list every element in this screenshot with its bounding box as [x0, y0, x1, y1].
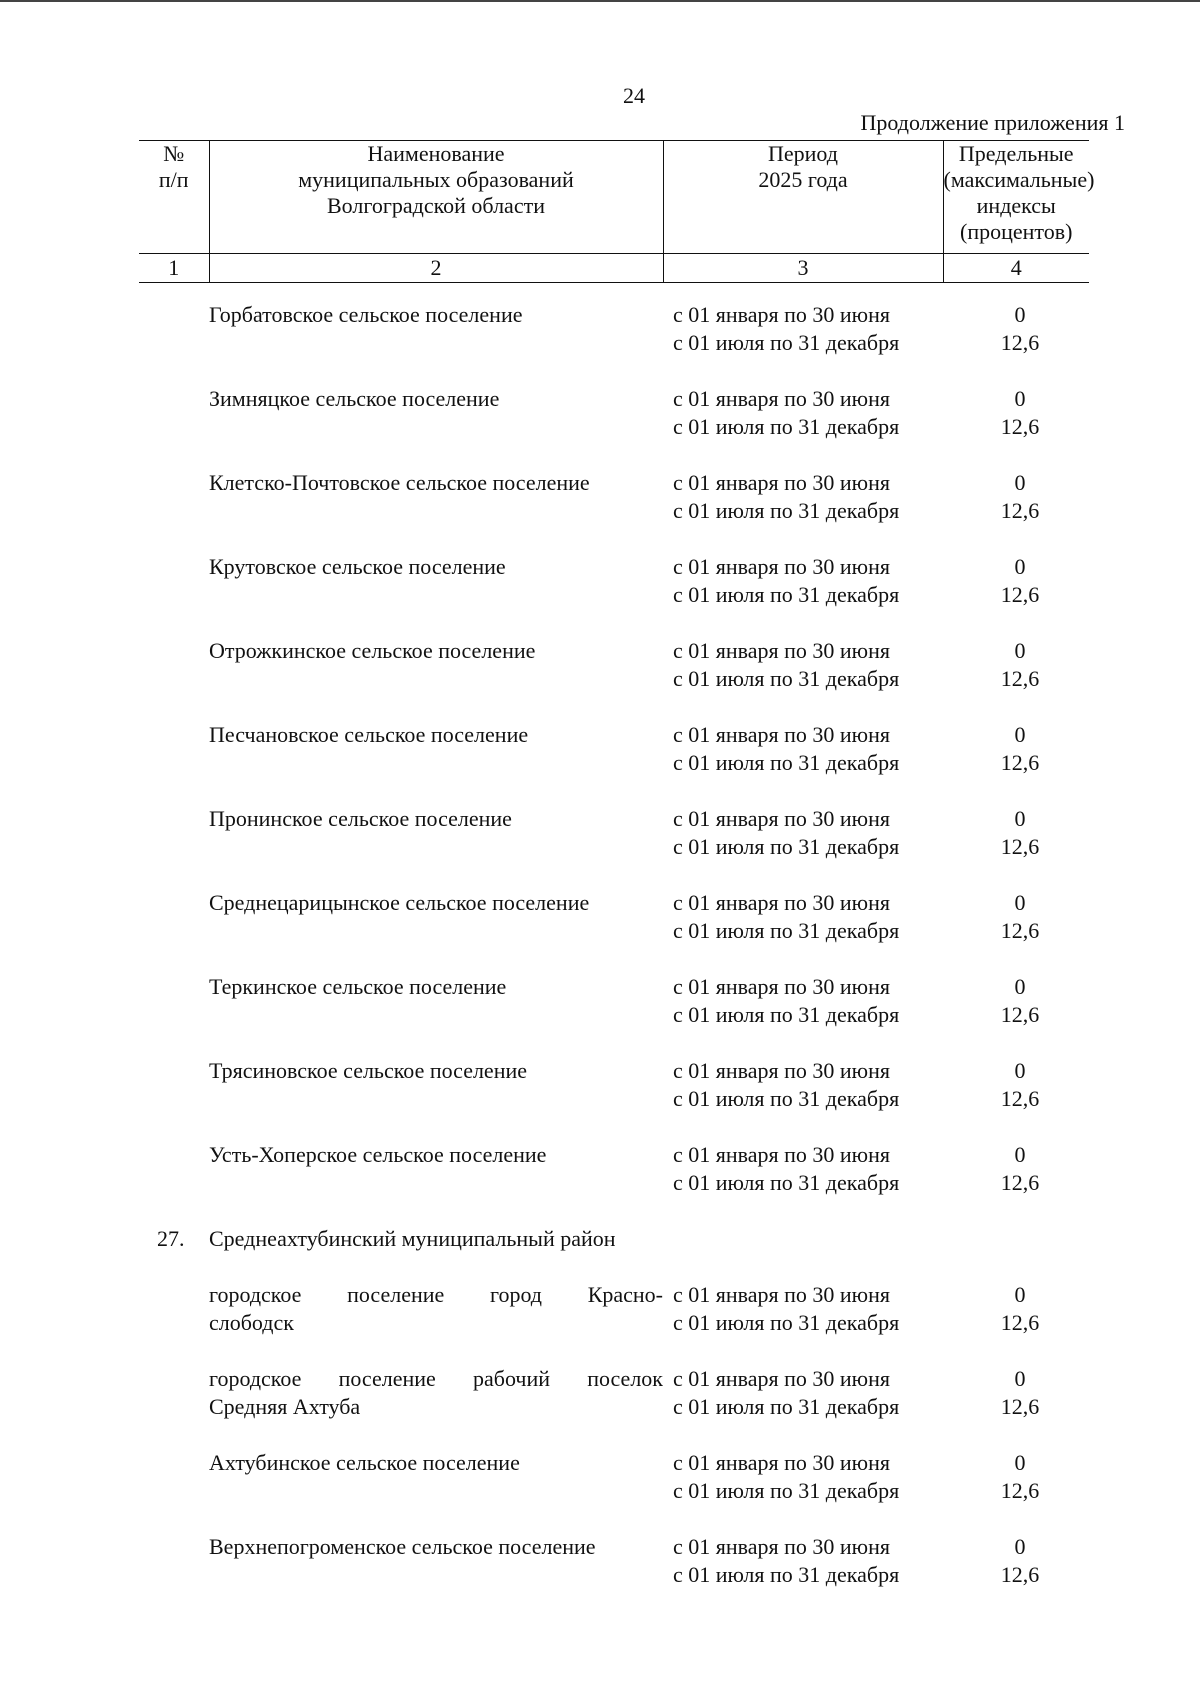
index-value: 0: [1014, 1142, 1026, 1167]
period-line: с 01 июля по 31 декабря: [673, 1562, 900, 1587]
period-cell: [663, 637, 943, 693]
municipality-name: Отрожкинское сельское поселение: [209, 638, 536, 663]
index-value: 0: [1014, 1366, 1026, 1391]
row-number: [139, 1365, 209, 1421]
index-value-cell: [943, 1057, 1089, 1113]
index-value-cell: [943, 283, 1089, 358]
table-row: [139, 1281, 1089, 1337]
period-cell: [663, 721, 943, 777]
row-number: [139, 1533, 209, 1589]
municipality-name: Трясиновское сельское поселение: [209, 1058, 528, 1083]
municipality-name: Усть-Хоперское сельское поселение: [209, 1142, 547, 1167]
column-number-row: [139, 254, 1089, 283]
period-line: с 01 января по 30 июня: [673, 1142, 891, 1167]
index-value: 12,6: [1000, 750, 1040, 775]
table-row: [139, 973, 1089, 1029]
table-row: [139, 283, 1089, 358]
index-value-cell: [943, 805, 1089, 861]
row-number: [139, 469, 209, 525]
table-row: [139, 1365, 1089, 1421]
index-value: 12,6: [1000, 918, 1040, 943]
index-value: 12,6: [1000, 834, 1040, 859]
index-value: 0: [1014, 1058, 1026, 1083]
row-spacer: [139, 693, 1089, 721]
municipality-name: [209, 1281, 663, 1337]
period-line: с 01 июля по 31 декабря: [673, 750, 900, 775]
period-line: с 01 июля по 31 декабря: [673, 330, 900, 355]
index-value: 0: [1014, 638, 1026, 663]
municipality-name: Песчановское сельское поселение: [209, 722, 529, 747]
period-cell: [663, 283, 943, 358]
header-municipality-name: Наименование муниципальных образований Волгоградской области: [209, 141, 663, 254]
index-value: 12,6: [1000, 1002, 1040, 1027]
municipality-name: Пронинское сельское поселение: [209, 806, 512, 831]
row-spacer: [139, 441, 1089, 469]
index-value: 12,6: [1000, 330, 1040, 355]
index-value-cell: [943, 385, 1089, 441]
index-value: 12,6: [1000, 1170, 1040, 1195]
period-line: с 01 июля по 31 декабря: [673, 1086, 900, 1111]
period-cell: [663, 1281, 943, 1337]
period-cell: [663, 889, 943, 945]
table-row: [139, 1533, 1089, 1589]
row-spacer: [139, 609, 1089, 637]
row-number: [139, 283, 209, 358]
period-cell: [663, 1365, 943, 1421]
period-line: с 01 января по 30 июня: [673, 638, 891, 663]
period-line: с 01 января по 30 июня: [673, 1366, 891, 1391]
index-value: 12,6: [1000, 414, 1040, 439]
period-cell: [663, 469, 943, 525]
period-line: с 01 января по 30 июня: [673, 1058, 891, 1083]
period-line: с 01 января по 30 июня: [673, 386, 891, 411]
index-value-cell: [943, 469, 1089, 525]
index-value-cell: [943, 1225, 1089, 1253]
index-value: 12,6: [1000, 1394, 1040, 1419]
period-cell: [663, 1141, 943, 1197]
row-spacer: [139, 525, 1089, 553]
index-value: 12,6: [1000, 1478, 1040, 1503]
row-spacer: [139, 1197, 1089, 1225]
row-number: [139, 1449, 209, 1505]
row-number: [139, 385, 209, 441]
municipality-name: Зимняцкое сельское поселение: [209, 386, 500, 411]
table-row: [139, 1141, 1089, 1197]
period-line: с 01 июля по 31 декабря: [673, 582, 900, 607]
index-value: 12,6: [1000, 666, 1040, 691]
row-spacer: [139, 1337, 1089, 1365]
continuation-note: Продолжение приложения 1: [860, 110, 1125, 135]
column-number: 1: [139, 254, 209, 283]
table-row: [139, 889, 1089, 945]
row-spacer: [139, 1029, 1089, 1057]
page-top-border: [0, 0, 1200, 2]
table-row: [139, 385, 1089, 441]
municipality-name: Горбатовское сельское поселение: [209, 302, 523, 327]
index-value-cell: [943, 1449, 1089, 1505]
row-spacer: [139, 1253, 1089, 1281]
table-row: [139, 721, 1089, 777]
index-value-cell: [943, 721, 1089, 777]
municipality-name: [209, 1365, 663, 1421]
row-spacer: [139, 1505, 1089, 1533]
header-period: Период 2025 года: [663, 141, 943, 254]
row-number: [139, 1281, 209, 1337]
row-number: [139, 805, 209, 861]
period-line: с 01 января по 30 июня: [673, 1534, 891, 1559]
row-spacer: [139, 861, 1089, 889]
period-line: с 01 января по 30 июня: [673, 1282, 891, 1307]
table-row: [139, 637, 1089, 693]
period-line: с 01 января по 30 июня: [673, 974, 891, 999]
period-cell: [663, 385, 943, 441]
table-row: [139, 553, 1089, 609]
period-line: с 01 июля по 31 декабря: [673, 666, 900, 691]
table-row: [139, 1057, 1089, 1113]
index-value: 0: [1014, 974, 1026, 999]
period-line: с 01 января по 30 июня: [673, 470, 891, 495]
district-row: [139, 1225, 1089, 1253]
index-value-cell: [943, 637, 1089, 693]
period-cell: [663, 1449, 943, 1505]
row-number: [139, 553, 209, 609]
index-value: 0: [1014, 554, 1026, 579]
column-number: 3: [663, 254, 943, 283]
index-value: 12,6: [1000, 582, 1040, 607]
index-value: 0: [1014, 890, 1026, 915]
period-line: с 01 июля по 31 декабря: [673, 834, 900, 859]
period-cell: [663, 1533, 943, 1589]
period-line: с 01 июля по 31 декабря: [673, 918, 900, 943]
period-line: с 01 января по 30 июня: [673, 806, 891, 831]
index-value: 0: [1014, 1282, 1026, 1307]
index-value-cell: [943, 889, 1089, 945]
period-line: с 01 июля по 31 декабря: [673, 1394, 900, 1419]
table-row: [139, 1449, 1089, 1505]
table-body: [139, 283, 1089, 1590]
index-value-cell: [943, 1141, 1089, 1197]
index-value: 0: [1014, 806, 1026, 831]
period-line: с 01 июля по 31 декабря: [673, 498, 900, 523]
municipality-name-line: слободск: [209, 1310, 294, 1335]
municipality-name-line: Средняя Ахтуба: [209, 1394, 361, 1419]
row-spacer: [139, 1421, 1089, 1449]
period-line: с 01 июля по 31 декабря: [673, 1002, 900, 1027]
table-row: [139, 805, 1089, 861]
period-line: с 01 января по 30 июня: [673, 302, 891, 327]
index-value-cell: [943, 553, 1089, 609]
period-line: с 01 июля по 31 декабря: [673, 1478, 900, 1503]
municipality-name: Среднецарицынское сельское поселение: [209, 890, 590, 915]
header-number: № п/п: [139, 141, 209, 254]
period-line: с 01 июля по 31 декабря: [673, 1310, 900, 1335]
index-value: 0: [1014, 1450, 1026, 1475]
row-number: [139, 889, 209, 945]
period-line: с 01 января по 30 июня: [673, 890, 891, 915]
index-value-cell: [943, 973, 1089, 1029]
municipality-name-line: городское поселение город Красно-: [209, 1282, 663, 1307]
municipality-name: Клетско-Почтовское сельское поселение: [209, 470, 590, 495]
period-line: с 01 июля по 31 декабря: [673, 414, 900, 439]
period-line: с 01 января по 30 июня: [673, 554, 891, 579]
period-cell: [663, 1225, 943, 1253]
municipality-name: Теркинское сельское поселение: [209, 974, 507, 999]
row-number: [139, 1141, 209, 1197]
row-number: [139, 637, 209, 693]
index-value: 12,6: [1000, 498, 1040, 523]
tariff-index-table: [139, 140, 1095, 1589]
period-line: с 01 июля по 31 декабря: [673, 1170, 900, 1195]
row-number: [139, 1057, 209, 1113]
municipality-name: Верхнепогроменское сельское поселение: [209, 1534, 596, 1559]
index-value: 12,6: [1000, 1562, 1040, 1587]
index-value-cell: [943, 1281, 1089, 1337]
row-number: [139, 973, 209, 1029]
index-value: 0: [1014, 722, 1026, 747]
row-spacer: [139, 777, 1089, 805]
period-cell: [663, 553, 943, 609]
index-value: 12,6: [1000, 1310, 1040, 1335]
municipality-name: Среднеахтубинский муниципальный район: [209, 1226, 616, 1251]
municipality-name: Крутовское сельское поселение: [209, 554, 506, 579]
index-value: 0: [1014, 470, 1026, 495]
period-cell: [663, 805, 943, 861]
row-number: [139, 721, 209, 777]
row-spacer: [139, 357, 1089, 385]
period-cell: [663, 973, 943, 1029]
index-value: 0: [1014, 1534, 1026, 1559]
column-number: 4: [943, 254, 1089, 283]
period-line: с 01 января по 30 июня: [673, 1450, 891, 1475]
index-value: 12,6: [1000, 1086, 1040, 1111]
page-number: 24: [623, 83, 645, 108]
header-max-index: Предельные (максимальные) индексы (процентов): [943, 141, 1089, 254]
municipality-name-line: городское поселение рабочий поселок: [209, 1366, 663, 1391]
index-value: 0: [1014, 302, 1026, 327]
row-spacer: [139, 1113, 1089, 1141]
index-value: 0: [1014, 386, 1026, 411]
table-header-row: [139, 141, 1089, 254]
table-row: [139, 469, 1089, 525]
period-cell: [663, 1057, 943, 1113]
column-number: 2: [209, 254, 663, 283]
row-number: 27.: [157, 1226, 185, 1251]
municipality-name: Ахтубинское сельское поселение: [209, 1450, 520, 1475]
index-value-cell: [943, 1533, 1089, 1589]
period-line: с 01 января по 30 июня: [673, 722, 891, 747]
row-spacer: [139, 945, 1089, 973]
index-value-cell: [943, 1365, 1089, 1421]
